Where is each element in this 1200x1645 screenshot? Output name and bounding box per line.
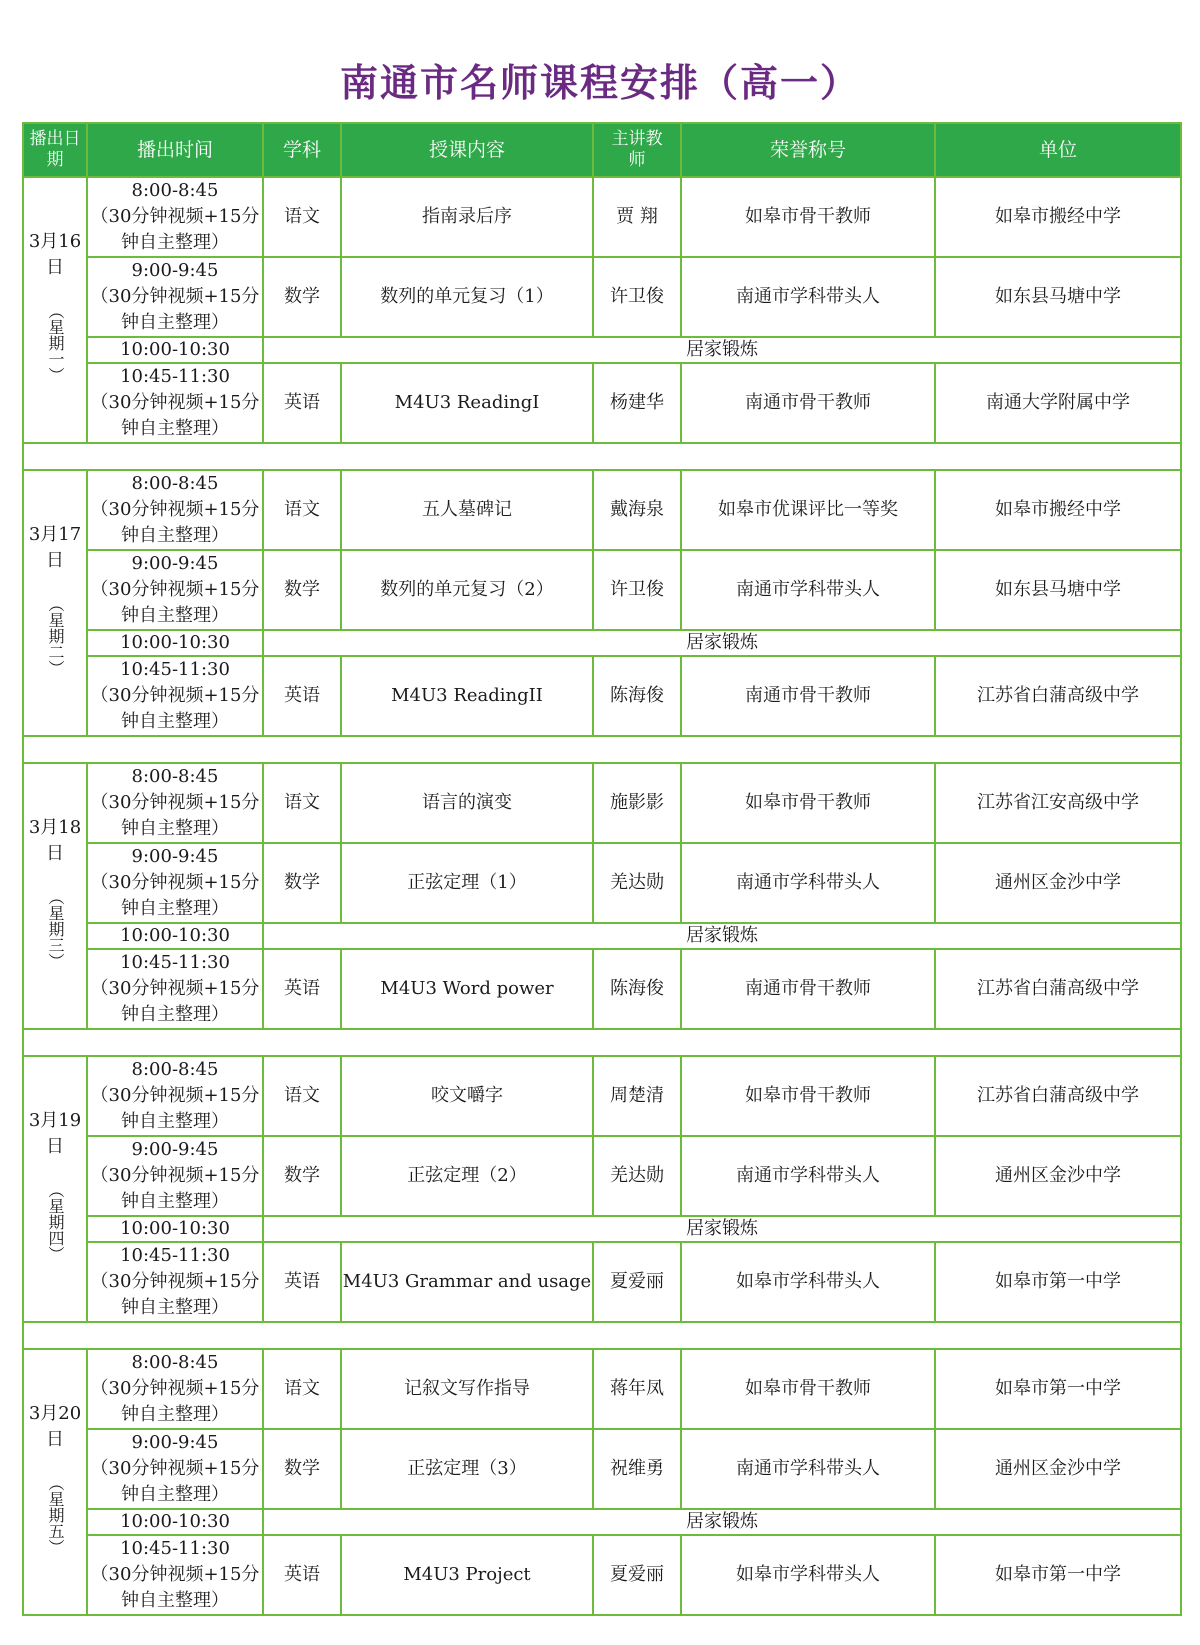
lesson-row [23,949,1181,1029]
page-title: 南通市名师课程安排（高一） [339,60,860,105]
honor-cell: 南通市骨干教师 [681,656,935,736]
subject-cell: 数学 [263,1429,341,1509]
time-range: 9:00-9:45 [131,846,219,867]
time-note: （30分钟视频+15分钟自主整理） [90,1165,260,1212]
subject-cell: 数学 [263,257,341,337]
content-cell: M4U3 Project [341,1535,593,1615]
school-cell: 江苏省白蒲高级中学 [935,656,1181,736]
school-cell: 如东县马塘中学 [935,550,1181,630]
school-cell: 江苏省江安高级中学 [935,763,1181,843]
honor-cell: 南通市学科带头人 [681,550,935,630]
header-row [23,123,1181,177]
honor-cell: 南通市学科带头人 [681,257,935,337]
break-row [23,630,1181,656]
header-honor: 荣誉称号 [681,123,935,177]
broadcast-date: 3月16日 [28,231,82,278]
honor-cell: 如皋市骨干教师 [681,763,935,843]
teacher-cell: 羌达勋 [593,1136,681,1216]
school-cell: 如皋市搬经中学 [935,177,1181,257]
content-cell: 五人墓碑记 [341,470,593,550]
date-cell [23,177,87,443]
weekday-label: （星期三） [46,889,65,969]
school-cell: 通州区金沙中学 [935,1429,1181,1509]
break-activity: 居家锻炼 [263,1509,1181,1535]
break-time: 10:00-10:30 [87,923,263,949]
lesson-row [23,470,1181,550]
subject-cell: 英语 [263,1535,341,1615]
time-range: 9:00-9:45 [131,1432,219,1453]
header-time: 播出时间 [87,123,263,177]
schedule-body [23,177,1181,1615]
honor-cell: 南通市骨干教师 [681,949,935,1029]
break-row [23,1216,1181,1242]
lesson-row [23,843,1181,923]
break-time: 10:00-10:30 [87,1216,263,1242]
school-cell: 如皋市第一中学 [935,1242,1181,1322]
teacher-cell: 许卫俊 [593,257,681,337]
lesson-row [23,257,1181,337]
time-cell [87,257,263,337]
time-note: （30分钟视频+15分钟自主整理） [90,392,260,439]
header-teacher: 主讲教师 [593,123,681,177]
honor-cell: 如皋市骨干教师 [681,177,935,257]
lesson-row [23,363,1181,443]
subject-cell: 语文 [263,1056,341,1136]
time-note: （30分钟视频+15分钟自主整理） [90,1564,260,1611]
content-cell: 语言的演变 [341,763,593,843]
date-cell [23,1056,87,1322]
weekday-label: （星期四） [46,1182,65,1262]
school-cell: 江苏省白蒲高级中学 [935,1056,1181,1136]
lesson-row [23,656,1181,736]
teacher-cell: 戴海泉 [593,470,681,550]
schedule-table [22,122,1182,1616]
header-school: 单位 [935,123,1181,177]
time-note: （30分钟视频+15分钟自主整理） [90,872,260,919]
break-activity: 居家锻炼 [263,1216,1181,1242]
date-cell [23,470,87,736]
time-range: 8:00-8:45 [131,766,219,787]
time-cell [87,949,263,1029]
time-cell [87,1429,263,1509]
broadcast-date: 3月17日 [28,524,82,571]
time-note: （30分钟视频+15分钟自主整理） [90,499,260,546]
content-cell: 数列的单元复习（2） [341,550,593,630]
subject-cell: 英语 [263,1242,341,1322]
content-cell: 指南录后序 [341,177,593,257]
time-note: （30分钟视频+15分钟自主整理） [90,792,260,839]
teacher-cell: 夏爱丽 [593,1242,681,1322]
time-note: （30分钟视频+15分钟自主整理） [90,1378,260,1425]
break-time: 10:00-10:30 [87,337,263,363]
content-cell: M4U3 ReadingII [341,656,593,736]
subject-cell: 数学 [263,1136,341,1216]
time-cell [87,1242,263,1322]
break-row [23,337,1181,363]
content-cell: M4U3 Grammar and usage [341,1242,593,1322]
separator-cell [23,1322,1181,1349]
time-cell [87,470,263,550]
time-range: 9:00-9:45 [131,1139,219,1160]
time-cell [87,1349,263,1429]
time-range: 10:45-11:30 [120,1538,230,1559]
school-cell: 通州区金沙中学 [935,843,1181,923]
teacher-cell: 杨建华 [593,363,681,443]
teacher-cell: 周楚清 [593,1056,681,1136]
time-cell [87,1056,263,1136]
weekday-label: （星期五） [46,1475,65,1555]
time-range: 10:45-11:30 [120,366,230,387]
day-separator [23,736,1181,763]
break-activity: 居家锻炼 [263,630,1181,656]
content-cell: 正弦定理（1） [341,843,593,923]
subject-cell: 语文 [263,1349,341,1429]
teacher-cell: 羌达勋 [593,843,681,923]
lesson-row [23,1535,1181,1615]
day-separator [23,443,1181,470]
lesson-row [23,550,1181,630]
day-separator [23,1322,1181,1349]
day-separator [23,1029,1181,1056]
lesson-row [23,1136,1181,1216]
time-note: （30分钟视频+15分钟自主整理） [90,579,260,626]
time-cell [87,763,263,843]
time-cell [87,550,263,630]
time-range: 9:00-9:45 [131,553,219,574]
subject-cell: 英语 [263,949,341,1029]
time-cell [87,363,263,443]
broadcast-date: 3月19日 [28,1110,82,1157]
time-note: （30分钟视频+15分钟自主整理） [90,286,260,333]
time-cell [87,843,263,923]
separator-cell [23,1029,1181,1056]
break-time: 10:00-10:30 [87,630,263,656]
school-cell: 如皋市第一中学 [935,1349,1181,1429]
break-activity: 居家锻炼 [263,923,1181,949]
break-activity: 居家锻炼 [263,337,1181,363]
lesson-row [23,177,1181,257]
honor-cell: 如皋市骨干教师 [681,1056,935,1136]
time-note: （30分钟视频+15分钟自主整理） [90,1271,260,1318]
honor-cell: 如皋市学科带头人 [681,1535,935,1615]
separator-cell [23,443,1181,470]
content-cell: 咬文嚼字 [341,1056,593,1136]
time-cell [87,656,263,736]
school-cell: 南通大学附属中学 [935,363,1181,443]
honor-cell: 南通市学科带头人 [681,1429,935,1509]
time-range: 9:00-9:45 [131,260,219,281]
time-note: （30分钟视频+15分钟自主整理） [90,685,260,732]
break-time: 10:00-10:30 [87,1509,263,1535]
weekday-label: （星期二） [46,596,65,676]
header-date: 播出日期 [23,123,87,177]
time-note: （30分钟视频+15分钟自主整理） [90,1458,260,1505]
lesson-row [23,763,1181,843]
time-range: 8:00-8:45 [131,473,219,494]
date-cell [23,1349,87,1615]
break-row [23,923,1181,949]
honor-cell: 南通市学科带头人 [681,843,935,923]
broadcast-date: 3月20日 [28,1403,82,1450]
content-cell: M4U3 ReadingI [341,363,593,443]
time-cell [87,1136,263,1216]
time-note: （30分钟视频+15分钟自主整理） [90,978,260,1025]
broadcast-date: 3月18日 [28,817,82,864]
honor-cell: 南通市骨干教师 [681,363,935,443]
content-cell: 数列的单元复习（1） [341,257,593,337]
separator-cell [23,736,1181,763]
lesson-row [23,1056,1181,1136]
subject-cell: 数学 [263,550,341,630]
teacher-cell: 蒋年凤 [593,1349,681,1429]
subject-cell: 语文 [263,470,341,550]
school-cell: 如东县马塘中学 [935,257,1181,337]
break-row [23,1509,1181,1535]
header-content: 授课内容 [341,123,593,177]
teacher-cell: 许卫俊 [593,550,681,630]
school-cell: 如皋市第一中学 [935,1535,1181,1615]
lesson-row [23,1242,1181,1322]
honor-cell: 如皋市优课评比一等奖 [681,470,935,550]
subject-cell: 数学 [263,843,341,923]
lesson-row [23,1429,1181,1509]
teacher-cell: 夏爱丽 [593,1535,681,1615]
teacher-cell: 祝维勇 [593,1429,681,1509]
time-note: （30分钟视频+15分钟自主整理） [90,1085,260,1132]
teacher-cell: 施影影 [593,763,681,843]
honor-cell: 如皋市骨干教师 [681,1349,935,1429]
subject-cell: 语文 [263,177,341,257]
content-cell: 正弦定理（3） [341,1429,593,1509]
subject-cell: 英语 [263,656,341,736]
lesson-row [23,1349,1181,1429]
time-range: 10:45-11:30 [120,1245,230,1266]
honor-cell: 如皋市学科带头人 [681,1242,935,1322]
weekday-label: （星期一） [46,303,65,383]
teacher-cell: 贾 翔 [593,177,681,257]
content-cell: 正弦定理（2） [341,1136,593,1216]
time-range: 10:45-11:30 [120,659,230,680]
school-cell: 江苏省白蒲高级中学 [935,949,1181,1029]
content-cell: 记叙文写作指导 [341,1349,593,1429]
teacher-cell: 陈海俊 [593,656,681,736]
time-range: 8:00-8:45 [131,1059,219,1080]
honor-cell: 南通市学科带头人 [681,1136,935,1216]
time-range: 8:00-8:45 [131,1352,219,1373]
header-subject: 学科 [263,123,341,177]
content-cell: M4U3 Word power [341,949,593,1029]
school-cell: 通州区金沙中学 [935,1136,1181,1216]
time-cell [87,177,263,257]
teacher-cell: 陈海俊 [593,949,681,1029]
time-range: 8:00-8:45 [131,180,219,201]
time-note: （30分钟视频+15分钟自主整理） [90,206,260,253]
school-cell: 如皋市搬经中学 [935,470,1181,550]
time-cell [87,1535,263,1615]
subject-cell: 英语 [263,363,341,443]
time-range: 10:45-11:30 [120,952,230,973]
date-cell [23,763,87,1029]
subject-cell: 语文 [263,763,341,843]
